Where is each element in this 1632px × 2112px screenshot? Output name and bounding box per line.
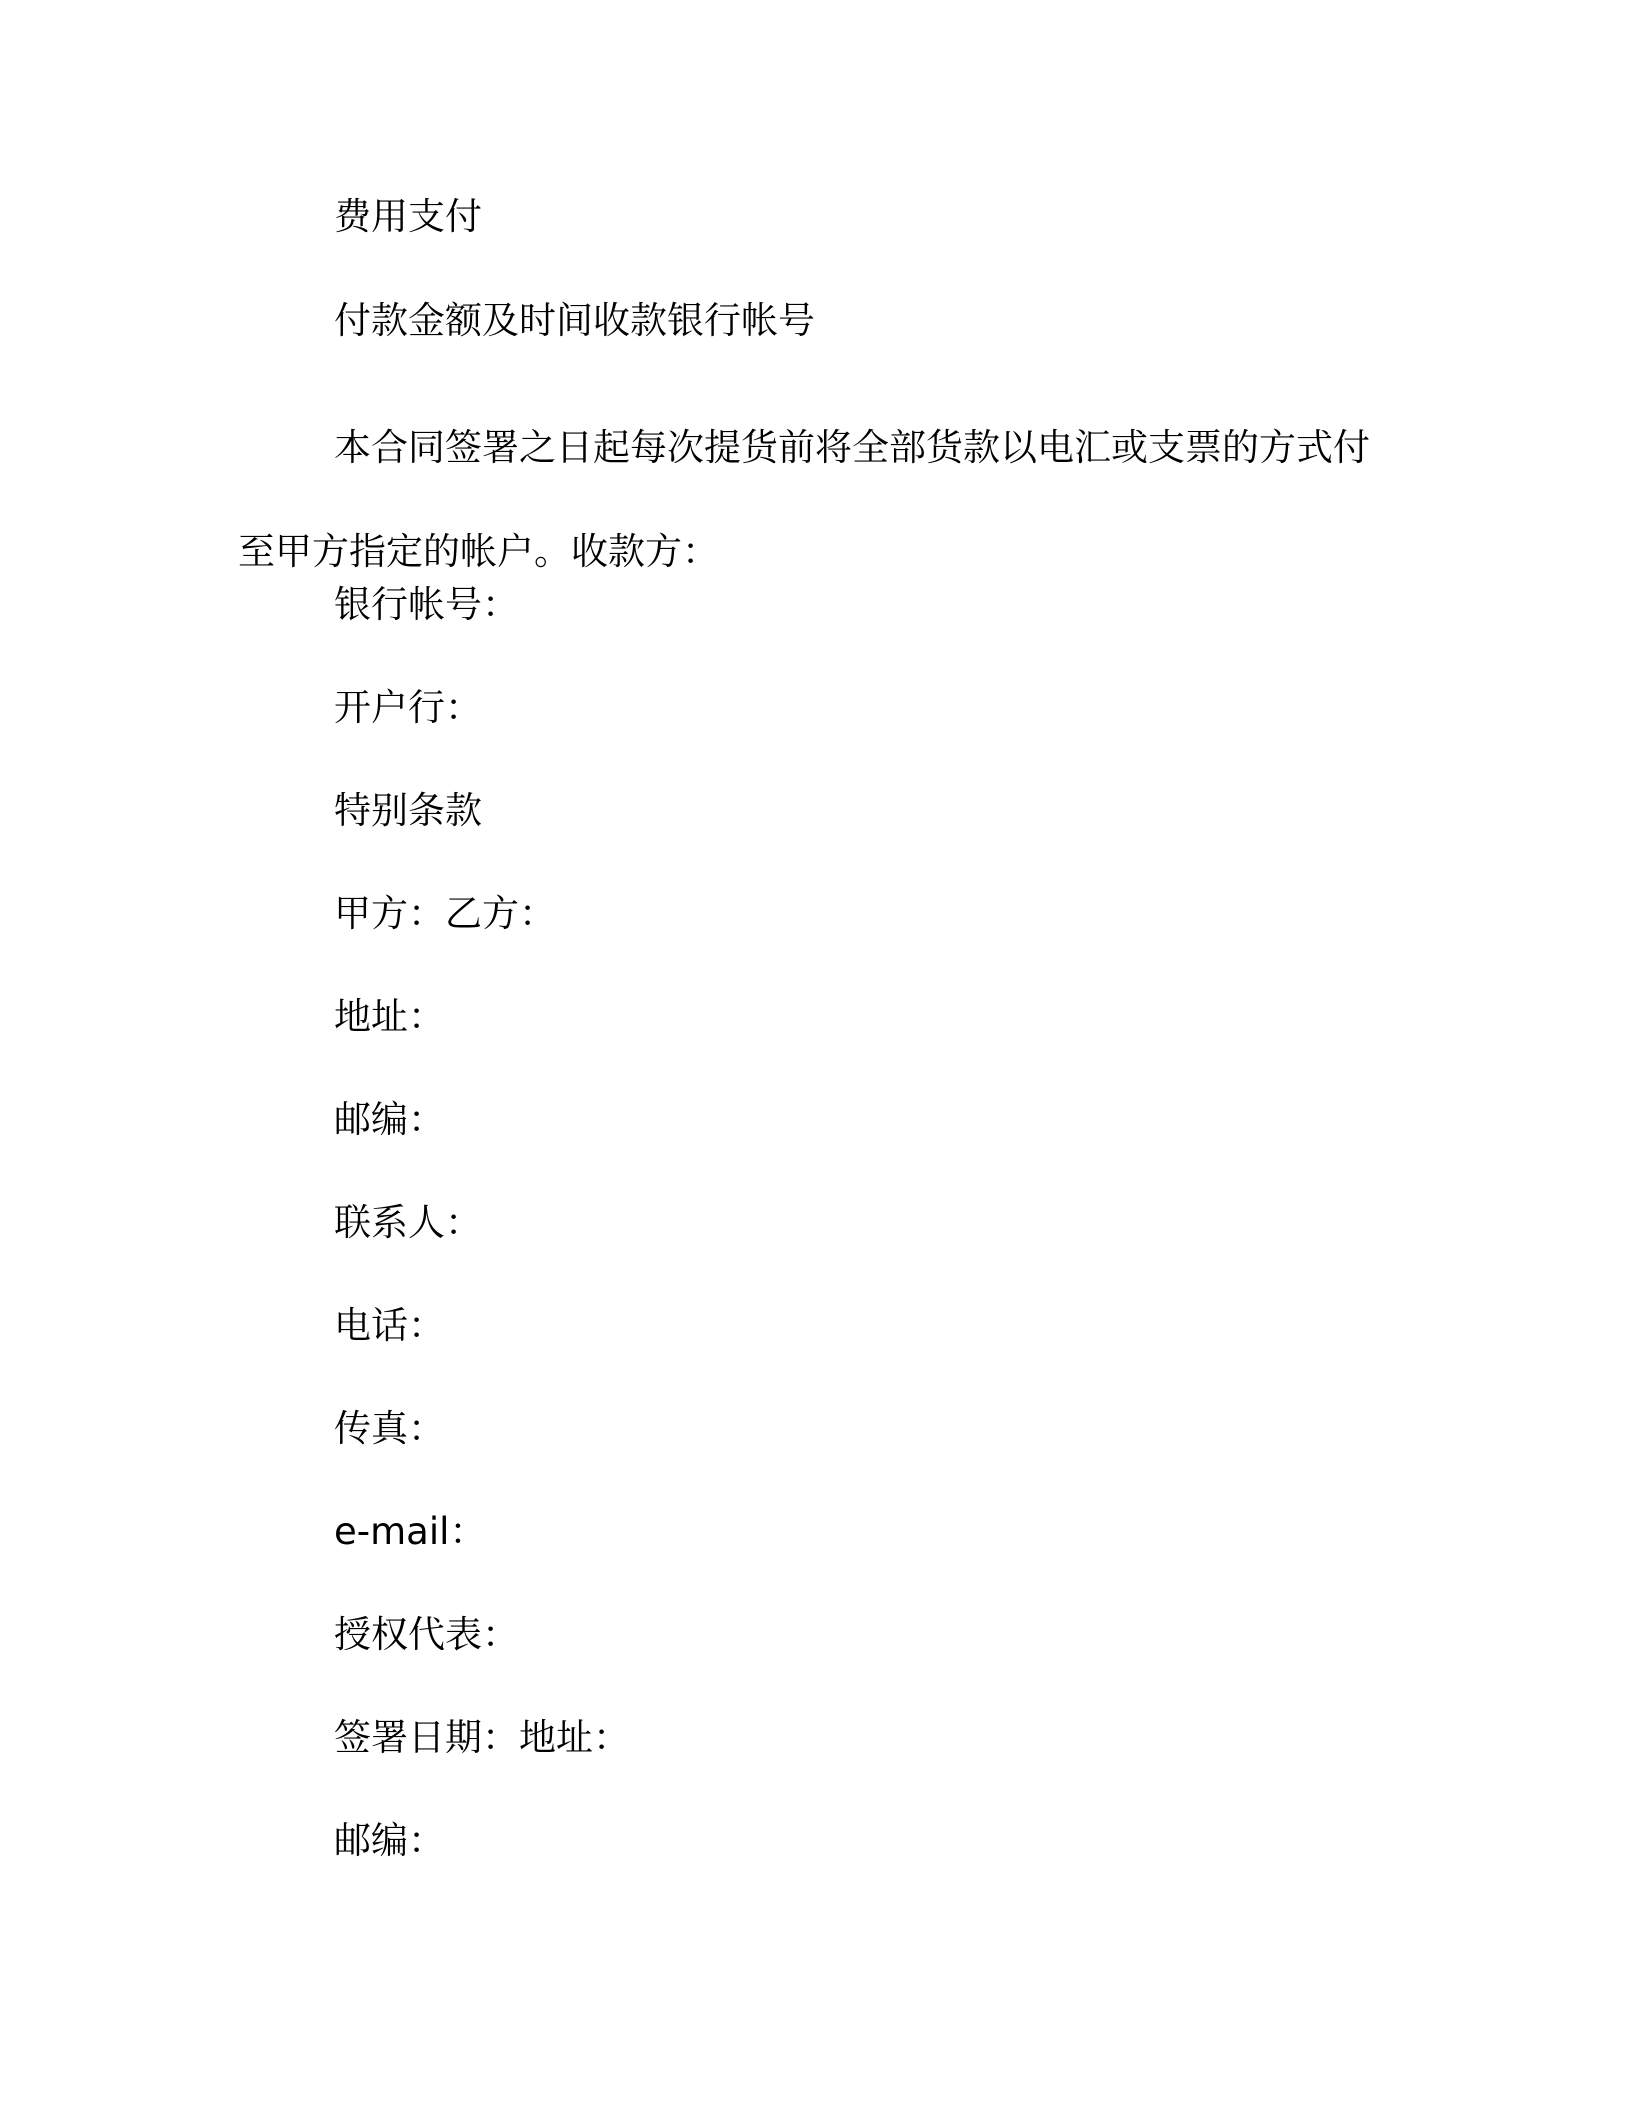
field-bank-account: 银行帐号： (334, 583, 519, 626)
section-heading-payment: 费用支付 (334, 195, 482, 238)
field-contact-person: 联系人： (334, 1201, 482, 1244)
field-phone: 电话： (334, 1304, 445, 1347)
field-postcode: 邮编： (334, 1098, 445, 1141)
payment-paragraph: 本合同签署之日起每次提货前将全部货款以电汇或支票的方式付至甲方指定的帐户。收款方： (238, 426, 1370, 573)
section-heading-special-terms: 特别条款 (334, 789, 482, 832)
field-fax: 传真： (334, 1407, 445, 1450)
payment-terms-line: 付款金额及时间收款银行帐号 (334, 299, 815, 342)
field-party-a-party-b: 甲方：乙方： (334, 892, 556, 935)
field-address: 地址： (334, 995, 445, 1038)
field-bank-branch: 开户行： (334, 686, 482, 729)
field-sign-date-address: 签署日期：地址： (334, 1716, 630, 1759)
field-authorized-rep: 授权代表： (334, 1613, 519, 1656)
field-email: e-mail： (334, 1510, 487, 1553)
field-postcode-2: 邮编： (334, 1819, 445, 1862)
